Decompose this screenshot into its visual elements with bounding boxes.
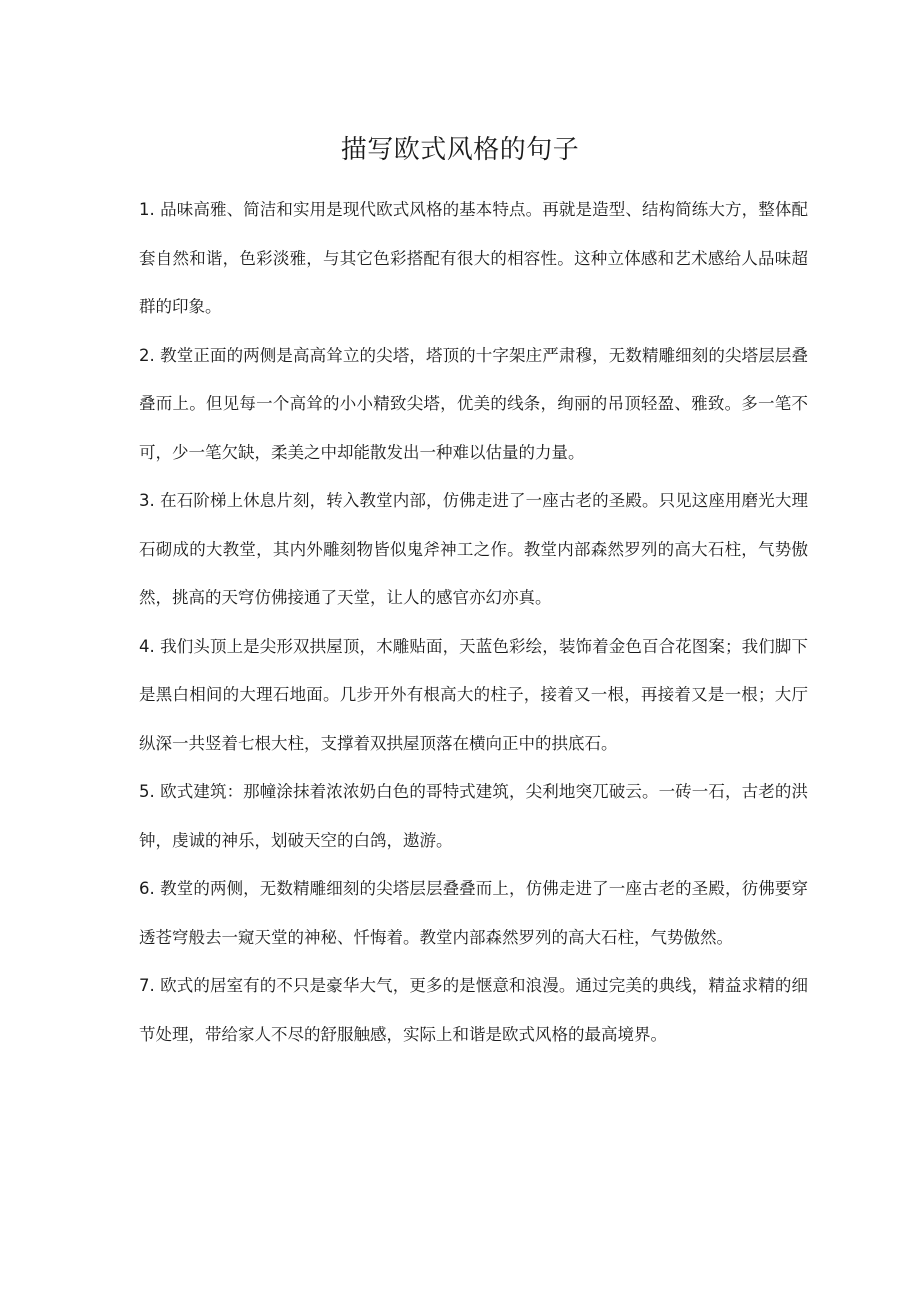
- paragraph-1: 1. 品味高雅、简洁和实用是现代欧式风格的基本特点。再就是造型、结构简练大方，整体配套自然和谐，色彩淡雅，与其它色彩搭配有很大的相容性。这种立体感和艺术感给人品味超群的印象。: [139, 200, 808, 316]
- paragraph-7: 7. 欧式的居室有的不只是豪华大气，更多的是惬意和浪漫。通过完美的典线，精益求精的细节处理，带给家人不尽的舒服触感，实际上和谐是欧式风格的最高境界。: [139, 976, 808, 1044]
- paragraph-4: 4. 我们头顶上是尖形双拱屋顶，木雕贴面，天蓝色彩绘，装饰着金色百合花图案；我们脚下是黑白相间的大理石地面。几步开外有根高大的柱子，接着又一根，再接着又是一根；大厅纵深一共竖着七根大柱，支撑着双拱屋顶落在横向正中的拱底石。: [139, 636, 808, 753]
- paragraph-6: 6. 教堂的两侧，无数精雕细刻的尖塔层层叠叠而上，仿佛走进了一座古老的圣殿，彷佛要穿透苍穹般去一窥天堂的神秘、忏悔着。教堂内部森然罗列的高大石柱，气势傲然。: [139, 879, 808, 947]
- paragraph-2: 2. 教堂正面的两侧是高高耸立的尖塔，塔顶的十字架庄严肃穆，无数精雕细刻的尖塔层层叠叠而上。但见每一个高耸的小小精致尖塔，优美的线条，绚丽的吊顶轻盈、雅致。多一笔不可，少一笔欠缺，柔美之中却能散发出一种难以估量的力量。: [139, 345, 808, 462]
- paragraph-3: 3. 在石阶梯上休息片刻，转入教堂内部，仿佛走进了一座古老的圣殿。只见这座用磨光大理石砌成的大教堂，其内外雕刻物皆似鬼斧神工之作。教堂内部森然罗列的高大石柱，气势傲然，挑高的天穹仿佛接通了天堂，让人的感官亦幻亦真。: [139, 491, 808, 607]
- document-title: 描写欧式风格的句子: [340, 135, 580, 165]
- paragraph-5: 5. 欧式建筑：那幢涂抹着浓浓奶白色的哥特式建筑，尖利地突兀破云。一砖一石，古老的洪钟，虔诚的神乐，划破天空的白鸽，遨游。: [139, 782, 808, 850]
